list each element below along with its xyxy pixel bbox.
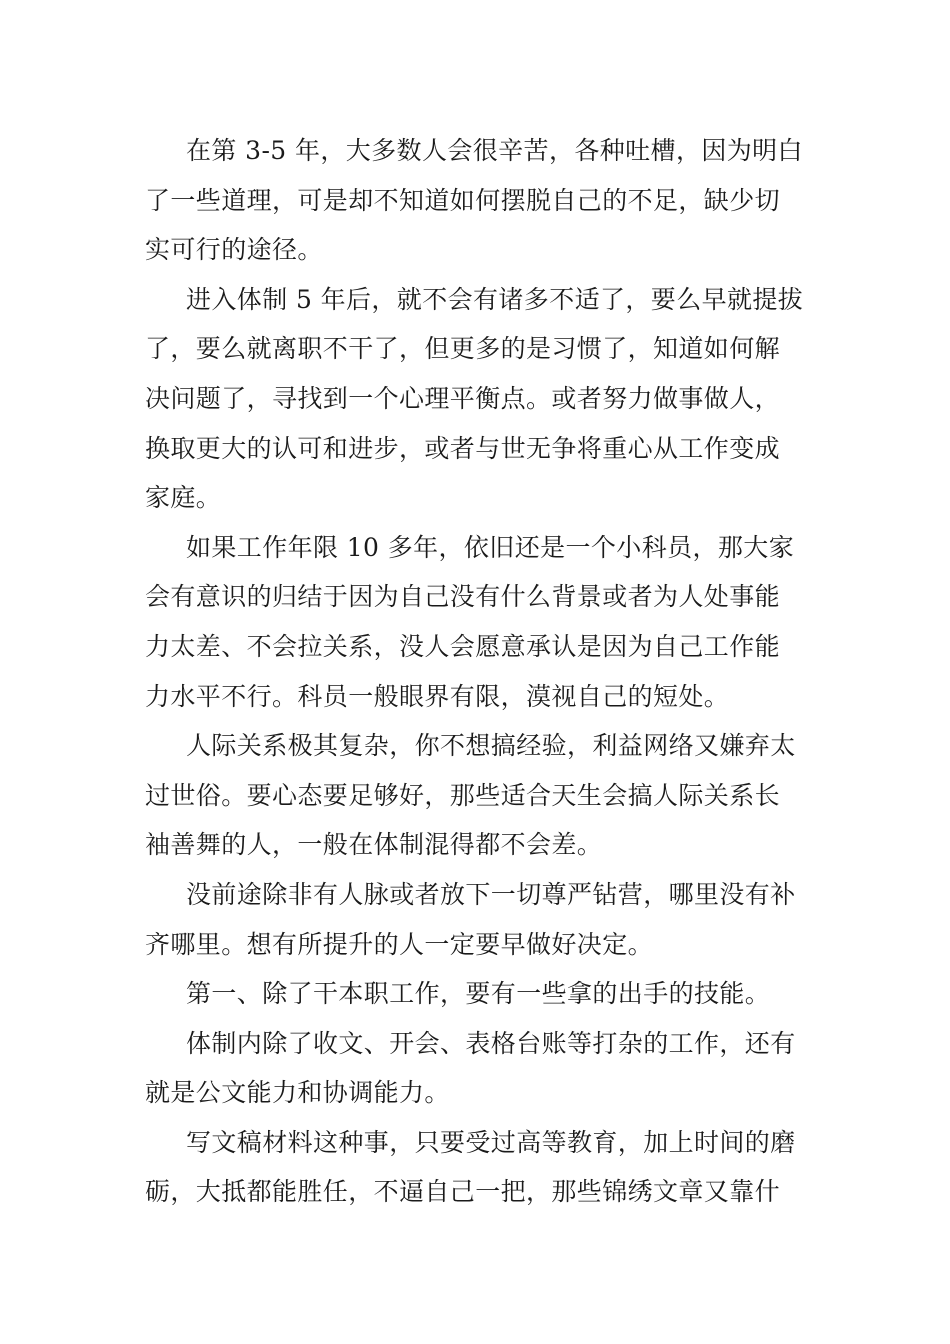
- paragraph: [145, 1118, 810, 1217]
- text-line: 砺，大抵都能胜任，不逼自己一把，那些锦绣文章又靠什: [145, 1177, 781, 1207]
- text-line: 第一、除了干本职工作，要有一些拿的出手的技能。: [186, 979, 771, 1009]
- text-line: 在第 3-5 年，大多数人会很辛苦，各种吐槽，因为明白: [186, 136, 803, 165]
- text-line: 决问题了，寻找到一个心理平衡点。或者努力做事做人，: [145, 383, 781, 413]
- text-line: 没前途除非有人脉或者放下一切尊严钻营，哪里没有补: [186, 879, 796, 909]
- text-line: 会有意识的归结于因为自己没有什么背景或者为人处事能: [145, 582, 781, 612]
- text-line: 过世俗。要心态要足够好，那些适合天生会搞人际关系长: [145, 780, 781, 810]
- paragraph: [145, 721, 810, 870]
- text-line: 写文稿材料这种事，只要受过高等教育，加上时间的磨: [186, 1127, 796, 1157]
- text-line: 力水平不行。科员一般眼界有限，漠视自己的短处。: [145, 681, 730, 711]
- text-line: 人际关系极其复杂，你不想搞经验，利益网络又嫌弃太: [186, 731, 796, 761]
- paragraph: [145, 969, 810, 1019]
- text-line: 了一些道理，可是却不知道如何摆脱自己的不足，缺少切: [145, 185, 781, 215]
- text-line: 如果工作年限 10 多年，依旧还是一个小科员，那大家: [186, 532, 795, 562]
- paragraph: [145, 870, 810, 969]
- paragraph: [145, 275, 810, 523]
- paragraph: [145, 126, 810, 275]
- paragraph: [145, 523, 810, 721]
- text-line: 齐哪里。想有所提升的人一定要早做好决定。: [145, 929, 654, 959]
- paragraph: [145, 1019, 810, 1118]
- text-line: 力太差、不会拉关系，没人会愿意承认是因为自己工作能: [145, 631, 781, 661]
- text-line: 就是公文能力和协调能力。: [145, 1078, 450, 1108]
- text-line: 换取更大的认可和进步，或者与世无争将重心从工作变成: [145, 433, 781, 463]
- text-line: 袖善舞的人，一般在体制混得都不会差。: [145, 830, 603, 860]
- text-line: 家庭。: [145, 483, 222, 513]
- document-body: [145, 126, 810, 1217]
- text-line: 了，要么就离职不干了，但更多的是习惯了，知道如何解: [145, 334, 781, 364]
- text-line: 实可行的途径。: [145, 235, 323, 265]
- text-line: 体制内除了收文、开会、表格台账等打杂的工作，还有: [186, 1028, 796, 1058]
- text-line: 进入体制 5 年后，就不会有诸多不适了，要么早就提拔: [186, 284, 804, 314]
